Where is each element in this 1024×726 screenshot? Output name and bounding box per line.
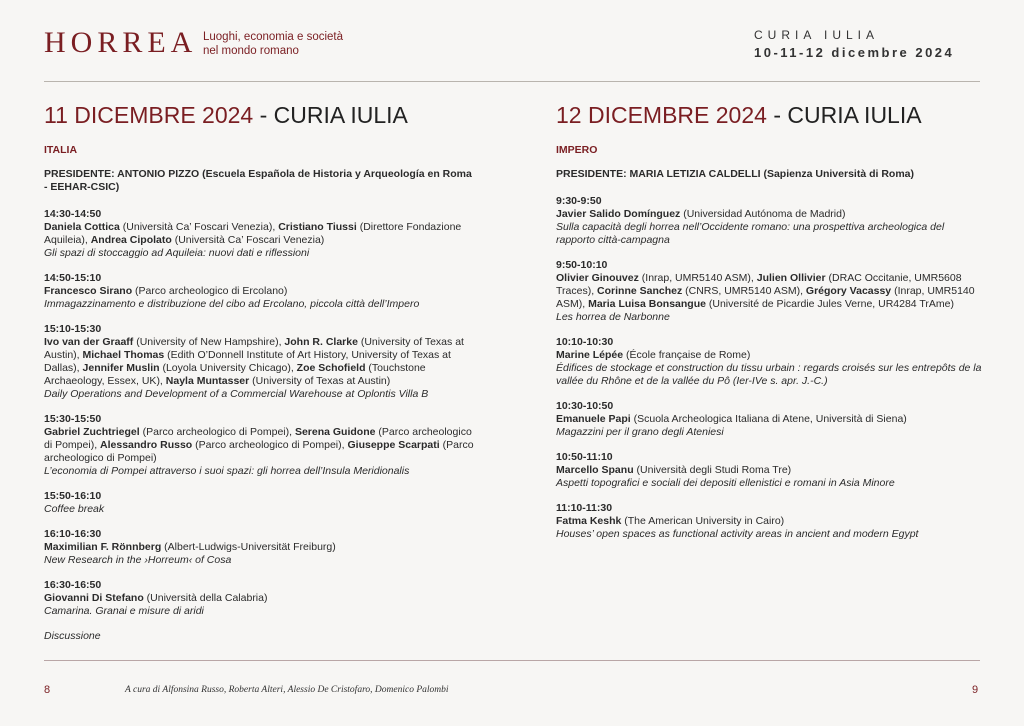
schedule-slot xyxy=(44,490,474,516)
speaker-name: Maria Luisa Bonsangue xyxy=(588,298,706,310)
slot-speakers xyxy=(556,208,986,221)
slot-time: 10:30-10:50 xyxy=(556,400,614,412)
header-divider xyxy=(44,81,980,82)
speaker-affiliation: (University of Texas at Austin) xyxy=(249,375,391,387)
schedule-slot xyxy=(44,630,474,643)
speaker-affiliation: (Parco archeologico di Pompei), xyxy=(44,426,472,451)
slot-time: 15:30-15:50 xyxy=(44,413,102,425)
speaker-affiliation: (DRAC Occitanie, UMR5608 Traces), xyxy=(556,272,962,297)
slot-speakers xyxy=(44,592,474,605)
talk-title: Camarina. Granai e misure di aridi xyxy=(44,605,204,617)
day-place: - CURIA IULIA xyxy=(253,102,408,128)
session-label: ITALIA xyxy=(44,144,78,156)
page-number-left: 8 xyxy=(44,684,51,696)
slot-time: 16:10-16:30 xyxy=(44,528,102,540)
slot-time: 16:30-16:50 xyxy=(44,579,102,591)
slot-speakers xyxy=(556,349,986,362)
speaker-name: Nayla Muntasser xyxy=(165,375,250,387)
talk-title: Magazzini per il grano degli Ateniesi xyxy=(556,426,724,438)
slot-time: 9:30-9:50 xyxy=(556,195,602,207)
speaker-affiliation: (The American University in Cairo) xyxy=(621,515,785,527)
session-label: IMPERO xyxy=(556,144,598,156)
speaker-affiliation: (CNRS, UMR5140 ASM), xyxy=(682,285,806,297)
schedule-slot xyxy=(556,195,986,247)
schedule-slot xyxy=(44,208,474,260)
slot-time: 15:10-15:30 xyxy=(44,323,102,335)
speaker-affiliation: (Parco archeologico di Ercolano) xyxy=(132,285,288,297)
day-date: 12 DICEMBRE 2024 xyxy=(556,102,767,128)
day-heading xyxy=(556,100,986,130)
speaker-name: Marcello Spanu xyxy=(556,464,634,476)
schedule-slot xyxy=(44,579,474,618)
editors-credit: A cura di Alfonsina Russo, Roberta Alteri, Alessio De Cristofaro, Domenico Palombi xyxy=(125,685,449,695)
schedule-slot xyxy=(44,323,474,401)
day-date: 11 DICEMBRE 2024 xyxy=(44,102,254,128)
speaker-affiliation: (Albert-Ludwigs-Universität Freiburg) xyxy=(161,541,336,553)
venue-block xyxy=(754,28,982,60)
event-tagline xyxy=(203,30,353,58)
slot-time: 15:50-16:10 xyxy=(44,490,102,502)
session-president: PRESIDENTE: MARIA LETIZIA CALDELLI (Sapienza Università di Roma) xyxy=(556,168,915,180)
speaker-affiliation: (Universidad Autónoma de Madrid) xyxy=(680,208,846,220)
speaker-name: Andrea Cipolato xyxy=(90,234,172,246)
slot-speakers xyxy=(556,413,986,426)
speaker-name: Julien Ollivier xyxy=(756,272,826,284)
speaker-affiliation: (Inrap, UMR5140 ASM), xyxy=(556,285,975,310)
talk-title: Daily Operations and Development of a Commercial Warehouse at Oplontis Villa B xyxy=(44,388,429,400)
speaker-name: Corinne Sanchez xyxy=(597,285,683,297)
day-column-right xyxy=(556,100,986,553)
speaker-affiliation: (Direttore Fondazione Aquileia), xyxy=(44,221,462,246)
talk-title: Les horrea de Narbonne xyxy=(556,311,670,323)
page-header xyxy=(0,0,1024,82)
slot-speakers xyxy=(44,541,474,554)
speaker-name: Maximilian F. Rönnberg xyxy=(44,541,162,553)
schedule-slot xyxy=(556,502,986,541)
speaker-affiliation: (Edith O’Donnell Institute of Art History, University of Texas at Dallas), xyxy=(44,349,451,374)
speaker-name: Alessandro Russo xyxy=(100,439,193,451)
speaker-name: Zoe Schofield xyxy=(296,362,366,374)
schedule-slot xyxy=(44,272,474,311)
slot-speakers xyxy=(556,272,986,311)
speaker-affiliation: (Parco archeologico di Pompei), xyxy=(192,439,348,451)
footer-divider xyxy=(44,660,980,661)
talk-title: Aspetti topografici e sociali dei depositi ellenistici e romani in Asia Minore xyxy=(556,477,895,489)
schedule-slot xyxy=(44,528,474,567)
speaker-name: Gabriel Zuchtriegel xyxy=(44,426,140,438)
slot-list xyxy=(44,208,474,643)
speaker-name: Emanuele Papi xyxy=(556,413,631,425)
slot-time: 14:30-14:50 xyxy=(44,208,102,220)
event-dates: 10-11-12 dicembre 2024 xyxy=(754,45,955,60)
speaker-affiliation: (École française de Rome) xyxy=(623,349,751,361)
speaker-name: Olivier Ginouvez xyxy=(556,272,639,284)
speaker-affiliation: (Scuola Archeologica Italiana di Atene, Università di Siena) xyxy=(630,413,907,425)
schedule-slot xyxy=(556,336,986,388)
page-number-right: 9 xyxy=(972,684,979,696)
session-president: PRESIDENTE: ANTONIO PIZZO (Escuela Española de Historia y Arqueología en Roma - EEHAR-CSIC) xyxy=(44,168,472,193)
schedule-slot xyxy=(556,259,986,324)
slot-list xyxy=(556,195,986,541)
speaker-affiliation: (Università degli Studi Roma Tre) xyxy=(633,464,792,476)
speaker-affiliation: (University of New Hampshire), xyxy=(133,336,285,348)
speaker-name: Cristiano Tiussi xyxy=(278,221,357,233)
speaker-name: Giovanni Di Stefano xyxy=(44,592,144,604)
speaker-affiliation: (Università Ca’ Foscari Venezia) xyxy=(171,234,325,246)
talk-title: Immagazzinamento e distribuzione del cibo ad Ercolano, piccola città dell’Impero xyxy=(44,298,420,310)
schedule-slot xyxy=(556,451,986,490)
talk-title: L’economia di Pompei attraverso i suoi spazi: gli horrea dell’Insula Meridionalis xyxy=(44,465,410,477)
speaker-affiliation: (Université de Picardie Jules Verne, UR4284 TrAme) xyxy=(705,298,954,310)
speaker-name: Serena Guidone xyxy=(294,426,376,438)
speaker-name: John R. Clarke xyxy=(284,336,358,348)
talk-title: Coffee break xyxy=(44,503,105,515)
day-place: - CURIA IULIA xyxy=(766,102,922,128)
slot-time: 10:50-11:10 xyxy=(556,451,613,463)
talk-title: Discussione xyxy=(44,630,101,642)
speaker-name: Fatma Keshk xyxy=(556,515,622,527)
speaker-name: Grégory Vacassy xyxy=(805,285,892,297)
horrea-logo: HORREA xyxy=(44,26,198,59)
slot-speakers xyxy=(44,426,474,465)
tagline-line-2: nel mondo romano xyxy=(203,45,299,57)
slot-speakers xyxy=(556,515,986,528)
speaker-affiliation: (Università Ca’ Foscari Venezia), xyxy=(119,221,279,233)
talk-title: Édifices de stockage et construction du tissu urbain : regards croisés sur les entrepôts de la vallée du Rhône et de la vallée du Pô (Ier-IVe s. apr. J.-C.) xyxy=(556,362,982,387)
speaker-affiliation: (Parco archeologico di Pompei) xyxy=(44,439,474,464)
talk-title: Sulla capacità degli horrea nell’Occidente romano: una prospettiva archeologica del rapporto città-campagna xyxy=(556,221,945,246)
slot-speakers xyxy=(44,336,474,388)
speaker-name: Giuseppe Scarpati xyxy=(347,439,440,451)
slot-time: 10:10-10:30 xyxy=(556,336,614,348)
talk-title: New Research in the ›Horreum‹ of Cosa xyxy=(44,554,232,566)
speaker-name: Jennifer Muslin xyxy=(82,362,160,374)
tagline-line-1: Luoghi, economia e società xyxy=(203,31,344,43)
venue-name: CURIA IULIA xyxy=(754,28,880,42)
schedule-slot xyxy=(44,413,474,478)
speaker-name: Daniela Cottica xyxy=(44,221,120,233)
speaker-affiliation: (Touchstone Archaeology, Essex, UK), xyxy=(44,362,426,387)
schedule-slot xyxy=(556,400,986,439)
day-column-left xyxy=(44,100,474,655)
speaker-name: Marine Lépée xyxy=(556,349,624,361)
speaker-affiliation: (Università della Calabria) xyxy=(143,592,268,604)
speaker-affiliation: (Parco archeologico di Pompei), xyxy=(139,426,295,438)
slot-speakers xyxy=(44,221,474,247)
talk-title: Houses’ open spaces as functional activity areas in ancient and modern Egypt xyxy=(556,528,919,540)
day-heading xyxy=(44,100,474,130)
slot-speakers xyxy=(44,285,474,298)
speaker-affiliation: (University of Texas at Austin), xyxy=(44,336,464,361)
slot-time: 11:10-11:30 xyxy=(556,502,613,514)
slot-speakers xyxy=(556,464,986,477)
speaker-name: Javier Salido Domínguez xyxy=(556,208,681,220)
speaker-name: Ivo van der Graaff xyxy=(44,336,134,348)
slot-time: 14:50-15:10 xyxy=(44,272,102,284)
talk-title: Gli spazi di stoccaggio ad Aquileia: nuovi dati e riflessioni xyxy=(44,247,310,259)
speaker-affiliation: (Loyola University Chicago), xyxy=(159,362,297,374)
speaker-name: Michael Thomas xyxy=(82,349,165,361)
speaker-name: Francesco Sirano xyxy=(44,285,133,297)
slot-time: 9:50-10:10 xyxy=(556,259,608,271)
speaker-affiliation: (Inrap, UMR5140 ASM), xyxy=(638,272,757,284)
